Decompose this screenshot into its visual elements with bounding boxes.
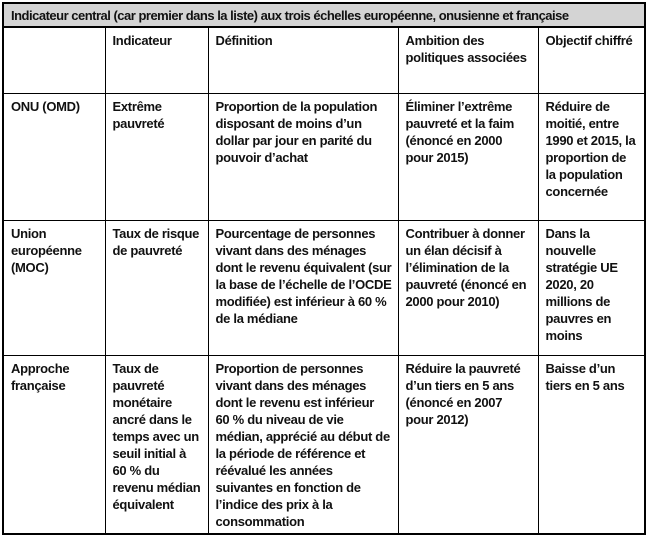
header-cell-empty: [3, 28, 105, 93]
cell-ue-indicateur: Taux de risque de pauvreté: [105, 220, 208, 355]
table-title: Indicateur central (car premier dans la liste) aux trois échelles européenne, onusienne et française: [11, 7, 569, 23]
header-cell-indicateur: Indicateur: [105, 28, 208, 93]
cell-onu-definition: Proportion de la population disposant de moins d’un dollar par jour en parité du pouvoir d’achat: [208, 93, 398, 220]
row-label-approche-francaise: Approche française: [3, 355, 105, 534]
table-row-union-europeenne: [3, 220, 645, 355]
table-row-onu: [3, 93, 645, 220]
cell-onu-objectif: Réduire de moitié, entre 1990 et 2015, la proportion de la population concernée: [538, 93, 645, 220]
cell-fr-indicateur: Taux de pauvreté monétaire ancré dans le temps avec un seuil initial à 60 % du revenu médian équivalent: [105, 355, 208, 534]
row-label-onu: ONU (OMD): [3, 93, 105, 220]
table-row-approche-francaise: [3, 355, 645, 534]
header-cell-ambition: Ambition des politiques associées: [398, 28, 538, 93]
cell-ue-definition: Pourcentage de personnes vivant dans des ménages dont le revenu équivalent (sur la base de l’échelle de l’OCDE modifiée) est inférieur à 60 % de la médiane: [208, 220, 398, 355]
table-title-banner: [2, 2, 646, 28]
cell-onu-indicateur: Extrême pauvreté: [105, 93, 208, 220]
indicators-table: [2, 28, 646, 535]
header-cell-definition: Définition: [208, 28, 398, 93]
table-header-row: [3, 28, 645, 93]
cell-fr-definition: Proportion de personnes vivant dans des ménages dont le revenu est inférieur 60 % du niveau de vie médian, apprécié au début de la période de référence et réévalué les années suivantes en fonction de l’indice des prix à la consommation: [208, 355, 398, 534]
cell-ue-ambition: Contribuer à donner un élan décisif à l’élimination de la pauvreté (énoncé en 2000 pour 2010): [398, 220, 538, 355]
row-label-union-europeenne: Union européenne (MOC): [3, 220, 105, 355]
cell-ue-objectif: Dans la nouvelle stratégie UE 2020, 20 millions de pauvres en moins: [538, 220, 645, 355]
header-cell-objectif: Objectif chiffré: [538, 28, 645, 93]
cell-fr-ambition: Réduire la pauvreté d’un tiers en 5 ans (énoncé en 2007 pour 2012): [398, 355, 538, 534]
cell-fr-objectif: Baisse d’un tiers en 5 ans: [538, 355, 645, 534]
cell-onu-ambition: Éliminer l’extrême pauvreté et la faim (énoncé en 2000 pour 2015): [398, 93, 538, 220]
